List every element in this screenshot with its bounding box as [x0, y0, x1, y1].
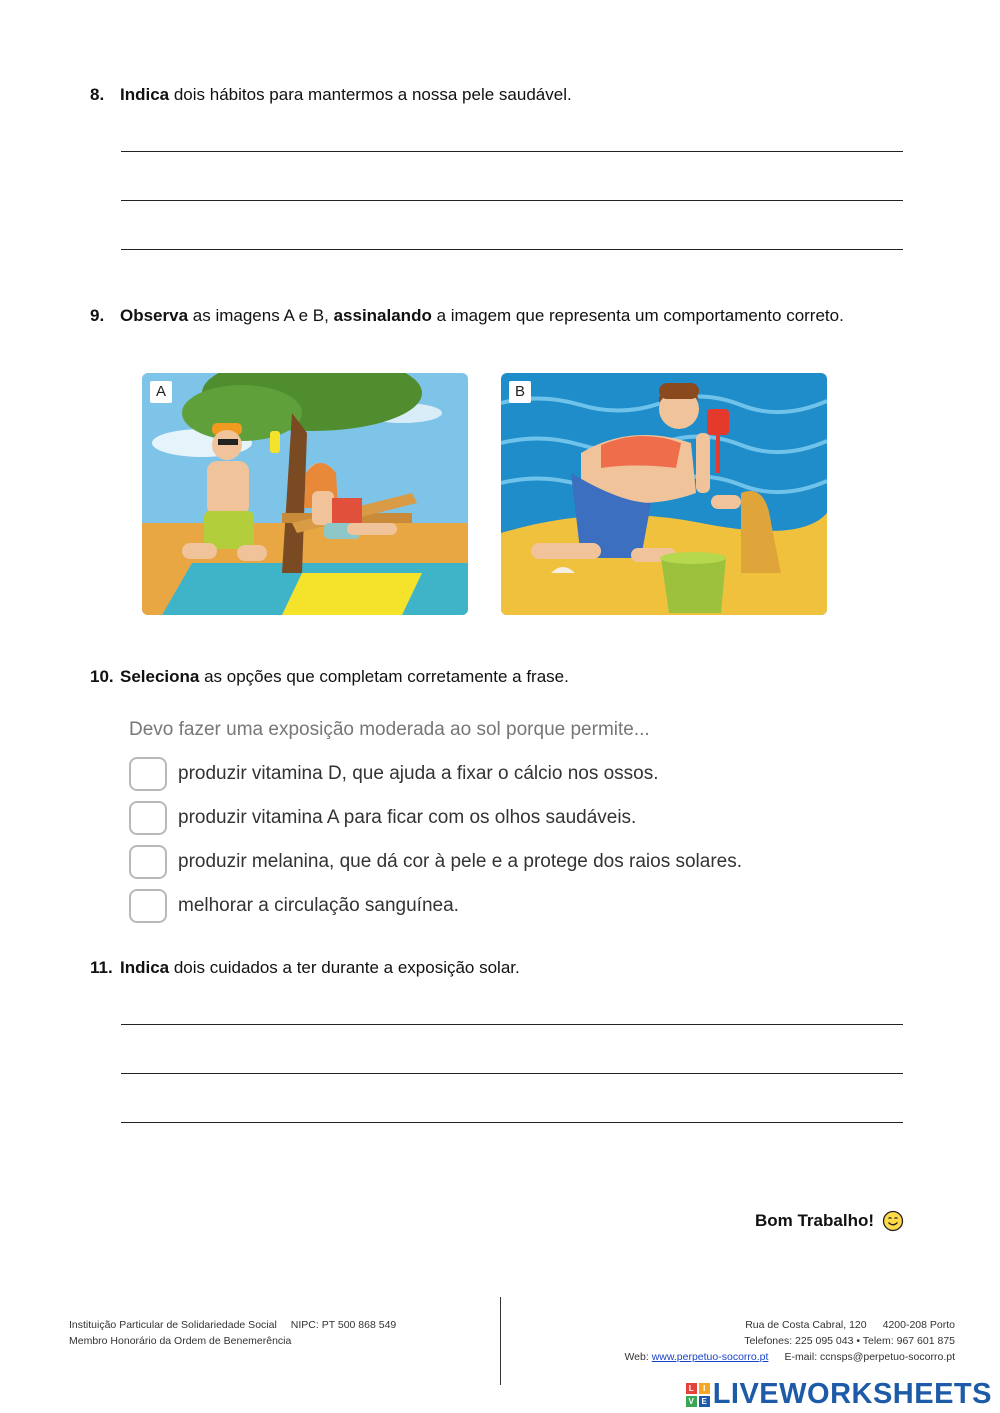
logo-letter: L [686, 1383, 697, 1394]
question-text: dois cuidados a ter durante a exposição solar. [169, 958, 520, 977]
question-9 [90, 305, 844, 327]
answer-line-8-1[interactable] [121, 151, 903, 152]
question-number: 10. [90, 667, 114, 686]
email: E-mail: ccnsps@perpetuo-socorro.pt [784, 1351, 955, 1363]
liveworksheets-logo[interactable] [686, 1378, 992, 1411]
question-text: dois hábitos para mantermos a nossa pele saudável. [169, 85, 572, 104]
website-link[interactable]: www.perpetuo-socorro.pt [651, 1351, 769, 1363]
image-label: B [509, 381, 531, 403]
option-label: produzir melanina, que dá cor à pele e a protege dos raios solares. [178, 851, 743, 872]
option-checkbox[interactable] [129, 889, 167, 923]
footer-left [69, 1317, 396, 1349]
closing-message [755, 1210, 904, 1232]
question-verb: Seleciona [120, 667, 200, 686]
question-verb: Observa [120, 306, 189, 325]
question-11 [90, 957, 520, 979]
question-verb: Indica [120, 958, 170, 977]
postcode: 4200-208 Porto [882, 1319, 955, 1331]
image-a[interactable] [142, 373, 468, 615]
question-text: as opções que completam corretamente a frase. [199, 667, 569, 686]
brand-name: LIVEWORKSHEETS [712, 1378, 992, 1410]
logo-letter: V [686, 1396, 697, 1407]
institution-type: Instituição Particular de Solidariedade Social [69, 1319, 277, 1331]
address: Rua de Costa Cabral, 120 [745, 1319, 867, 1331]
option-3[interactable] [129, 844, 742, 880]
question-10 [90, 666, 569, 688]
option-checkbox[interactable] [129, 801, 167, 835]
footer-right [624, 1317, 955, 1365]
closing-text: Bom Trabalho! [754, 1211, 874, 1230]
question-verb: Indica [120, 85, 170, 104]
sentence-intro: Devo fazer uma exposição moderada ao sol porque permite... [129, 719, 650, 740]
smiley-icon [882, 1210, 904, 1232]
membership: Membro Honorário da Ordem de Benemerência [69, 1335, 292, 1347]
question-8 [90, 84, 572, 106]
option-label: produzir vitamina A para ficar com os olhos saudáveis. [178, 807, 637, 828]
question-number: 8. [90, 85, 105, 104]
answer-line-8-2[interactable] [121, 200, 903, 201]
option-1[interactable] [129, 756, 659, 792]
web-label: Web: [624, 1351, 649, 1363]
answer-line-8-3[interactable] [121, 249, 903, 250]
question-number: 9. [90, 306, 105, 325]
question-verb: assinalando [333, 306, 432, 325]
option-label: produzir vitamina D, que ajuda a fixar o cálcio nos ossos. [178, 763, 659, 784]
option-2[interactable] [129, 800, 636, 836]
phones: Telefones: 225 095 043 • Telem: 967 601 875 [744, 1335, 955, 1347]
footer-divider [500, 1297, 501, 1385]
question-text: a imagem que representa um comportamento correto. [431, 306, 844, 325]
answer-line-11-1[interactable] [121, 1024, 903, 1025]
nipc: NIPC: PT 500 868 549 [290, 1319, 397, 1331]
liveworksheets-grid-icon [686, 1383, 710, 1407]
option-4[interactable] [129, 888, 459, 924]
option-checkbox[interactable] [129, 757, 167, 791]
answer-line-11-3[interactable] [121, 1122, 903, 1123]
beach-sunscreen-illustration [142, 373, 468, 615]
question-number: 11. [90, 958, 113, 977]
sunburn-beach-illustration [501, 373, 827, 615]
option-label: melhorar a circulação sanguínea. [178, 895, 459, 916]
logo-letter: E [699, 1396, 710, 1407]
logo-letter: I [699, 1383, 710, 1394]
answer-line-11-2[interactable] [121, 1073, 903, 1074]
option-checkbox[interactable] [129, 845, 167, 879]
image-label: A [150, 381, 172, 403]
image-b[interactable] [501, 373, 827, 615]
question-text: as imagens A e B, [188, 306, 334, 325]
